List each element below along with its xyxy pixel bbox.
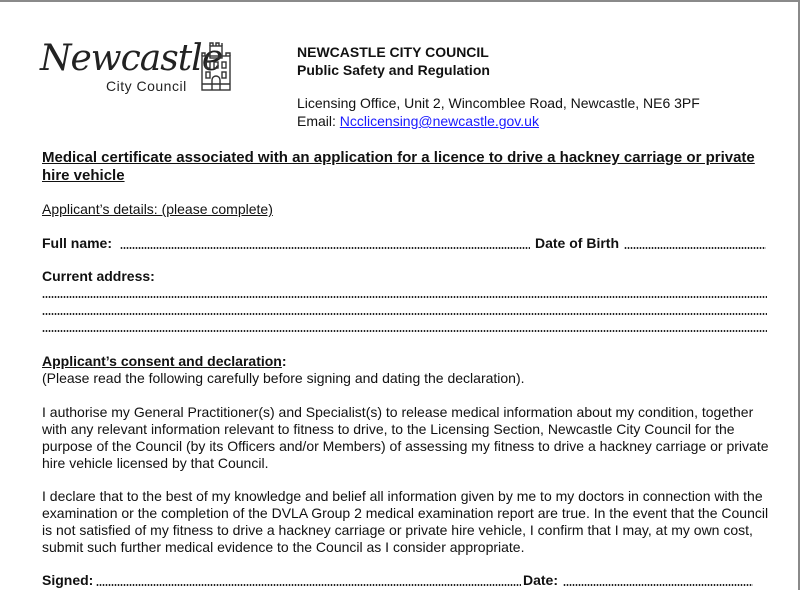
current-address-label: Current address: — [42, 268, 155, 284]
email-link[interactable]: Ncclicensing@newcastle.gov.uk — [339, 113, 539, 129]
date-field[interactable] — [563, 584, 753, 586]
consent-heading — [42, 353, 287, 370]
email-line — [297, 112, 700, 130]
council-name: NEWCASTLE CITY COUNCIL — [297, 44, 489, 60]
address-line-1[interactable] — [42, 296, 767, 298]
declaration-paragraph-2: I declare that to the best of my knowledge and belief all information given by me to my doctors in connection with the examination or the completion of the DVLA Group 2 medical examination report are true. In the event that the Council is not satisfied of my fitness to drive a hackney carriage or private hire vehicle, I confirm that I may, at my own cost, submit such further medical evidence to the Council as I consider appropriate. — [42, 488, 769, 555]
dob-field[interactable] — [624, 247, 766, 249]
council-heading — [297, 43, 490, 79]
office-address: Licensing Office, Unit 2, Wincomblee Road, Newcastle, NE6 3PF — [297, 95, 700, 111]
council-logo — [40, 38, 240, 96]
applicant-details-heading: Applicant’s details: (please complete) — [42, 201, 273, 217]
consent-note: (Please read the following carefully before signing and dating the declaration). — [42, 370, 525, 386]
consent-paragraph-1: I authorise my General Practitioner(s) and Specialist(s) to release medical information about my condition, together with any relevant information relevant to fitness to drive, to the Licensing Section, Newcastle City Council for the purpose of the Council (by its Officers and/or Members) of assessing my fitness to drive a hackney carriage or private hire vehicle licensed by that Council. — [42, 404, 769, 471]
dob-label: Date of Birth — [535, 235, 619, 251]
signed-label: Signed: — [42, 572, 94, 588]
full-name-label: Full name: — [42, 235, 113, 251]
address-line-3[interactable] — [42, 330, 767, 332]
castle-icon — [198, 42, 234, 92]
email-label: Email: — [297, 113, 340, 129]
date-label: Date: — [523, 572, 559, 588]
contact-block — [297, 94, 700, 130]
consent-heading-colon: : — [281, 353, 287, 369]
consent-heading-text: Applicant’s consent and declaration — [42, 353, 282, 369]
document-title: Medical certificate associated with an application for a licence to drive a hackney carriage or private hire vehicle — [42, 149, 755, 184]
department-name: Public Safety and Regulation — [297, 62, 490, 78]
full-name-field[interactable] — [120, 247, 530, 249]
logo-subtitle: City Council — [106, 78, 187, 94]
address-line-2[interactable] — [42, 313, 767, 315]
logo-wordmark: Newcastle — [40, 38, 223, 79]
signature-field[interactable] — [96, 584, 521, 586]
